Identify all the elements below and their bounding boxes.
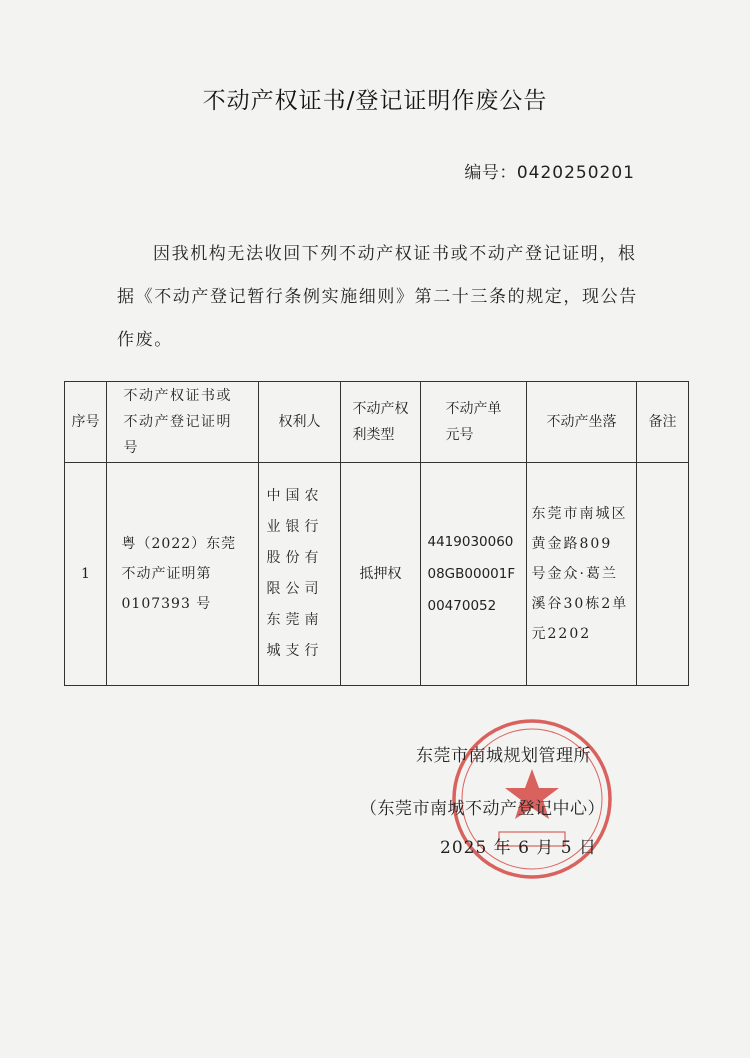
issuing-organization: 东莞市南城规划管理所 bbox=[416, 746, 591, 766]
row-remark bbox=[637, 463, 689, 686]
issue-date: 2025 年 6 月 5 日 bbox=[440, 838, 597, 858]
row-right-type: 抵押权 bbox=[341, 463, 421, 686]
header-cert-no: 不动产权证书或不动产登记证明号 bbox=[107, 382, 259, 463]
table-row bbox=[65, 463, 689, 686]
header-remark: 备注 bbox=[637, 382, 689, 463]
header-location: 不动产坐落 bbox=[527, 382, 637, 463]
header-holder: 权利人 bbox=[259, 382, 341, 463]
serial-value: 0420250201 bbox=[516, 163, 635, 183]
notice-body: 因我机构无法收回下列不动产权证书或不动产登记证明，根据《不动产登记暂行条例实施细则》第二十三条的规定，现公告作废。 bbox=[117, 244, 638, 350]
header-unit-no: 不动产单元号 bbox=[421, 382, 527, 463]
void-certificate-table bbox=[64, 381, 689, 686]
row-holder: 中国农业银行股份有限公司东莞南城支行 bbox=[259, 463, 341, 686]
row-cert-no: 粤（2022）东莞不动产证明第0107393 号 bbox=[107, 463, 259, 686]
row-index: 1 bbox=[65, 463, 107, 686]
page-title: 不动产权证书/登记证明作废公告 bbox=[202, 88, 548, 114]
issuing-organization-subname: （东莞市南城不动产登记中心） bbox=[360, 799, 605, 819]
header-right-type: 不动产权利类型 bbox=[341, 382, 421, 463]
row-location: 东莞市南城区黄金路809 号金众·葛兰溪谷30栋2单元2202 bbox=[527, 463, 637, 686]
header-index: 序号 bbox=[65, 382, 107, 463]
serial-label: 编号： bbox=[464, 163, 517, 183]
table-header-row bbox=[65, 382, 689, 463]
serial-number bbox=[464, 158, 635, 183]
row-unit-no: 441903006008GB00001F00470052 bbox=[421, 463, 527, 686]
